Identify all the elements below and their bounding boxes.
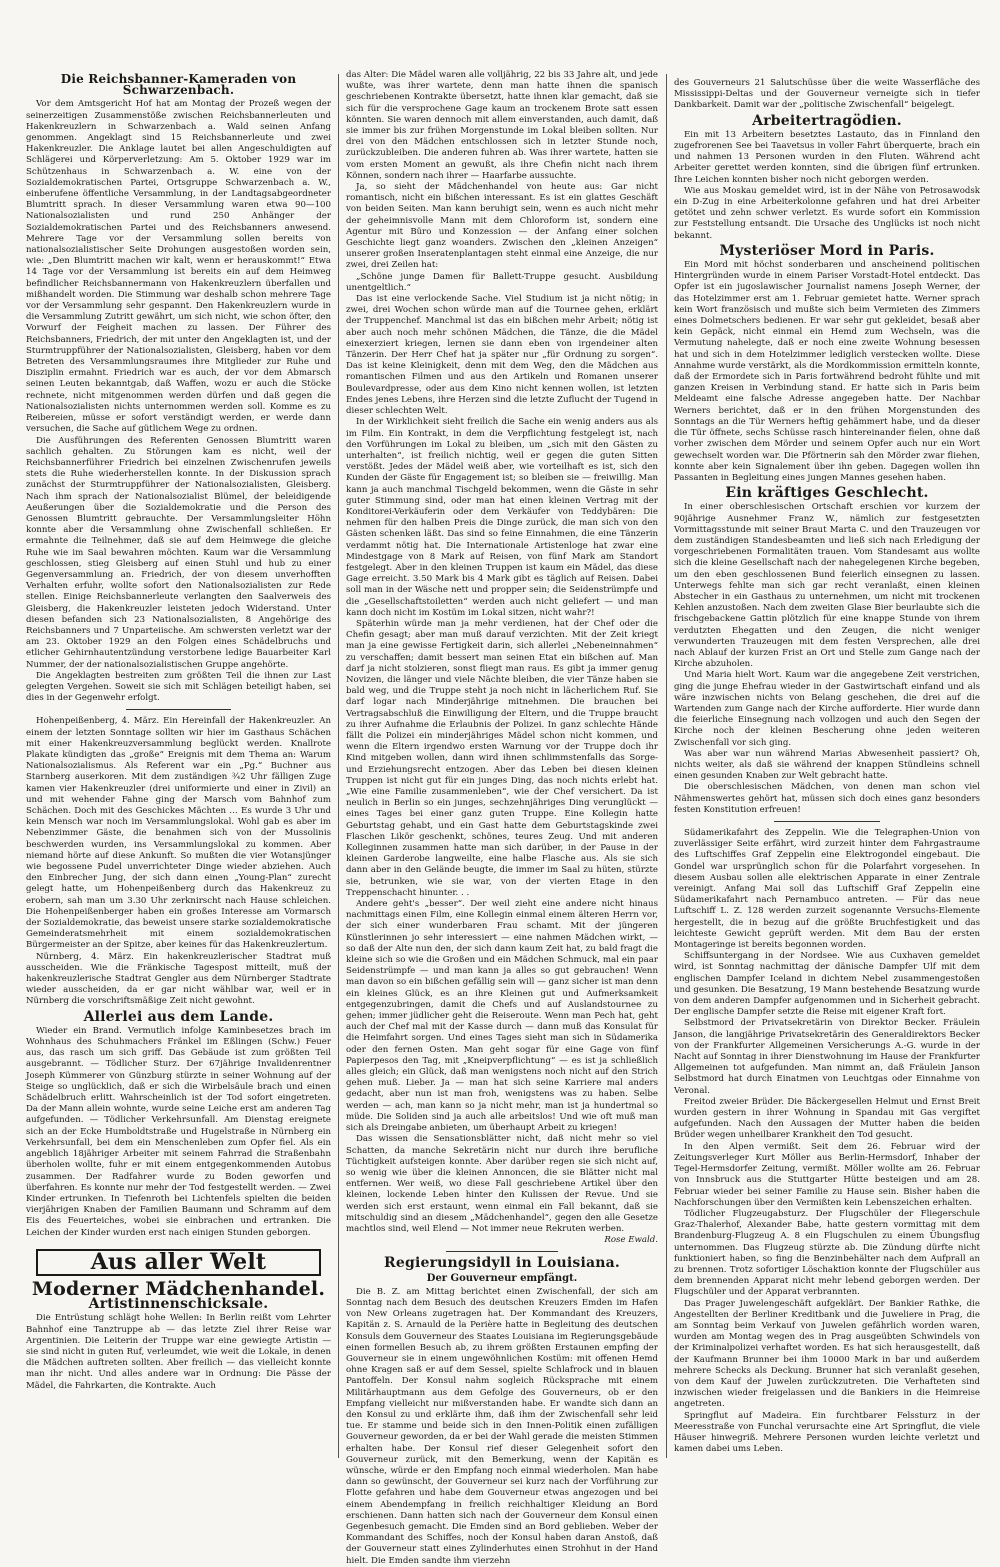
divider bbox=[446, 1251, 558, 1252]
article-zeppelin: Südamerikafahrt des Zeppelin. Wie die Telegraphen-Union von zuverlässiger Seite erfährt, wird zurzeit hinter dem Fahrgastraume des Luftschiffes Graf Zeppelin eine Elektrogondel eingebaut. Die Gondel war ursprünglich schon für die Polarfahrt vorgesehen. In diesem Ausbau sollen alle elektrischen Apparate in einer Zentrale vereinigt. Anfang Mai soll das Luftschiff Graf Zeppelin eine Südamerikafahrt nach Pernambuco antreten. — Für das neue Luftschiff L. Z. 128 werden zurzeit sogenannte Versuchs-Elemente hergestellt, die in bezug auf die größte Bruchfestigkeit und das leichteste Gewicht geprüft werden. Mit dem Bau der ersten Montageringe ist bereits begonnen worden. bbox=[674, 828, 980, 951]
article-paragraph: Ein mit 13 Arbeitern besetztes Lastauto, das in Finnland den zugefrorenen See bei Taavetsus in voller Fahrt überquerte, brach ein und nahmen 13 Personen wurden in den Fluten. Während acht Arbeiter gerettet werden konnten, sind die übrigen fünf ertrunken. Ihre Leichen konnten bisher noch nicht geborgen werden. bbox=[674, 129, 980, 185]
subheadline-gouverneur: Der Gouverneur empfängt. bbox=[426, 1272, 578, 1284]
divider bbox=[126, 709, 231, 710]
article-selbstmord: Selbstmord der Privatsekretärin von Direktor Becker. Fräulein Janson, die langjährige Privatsekretärin des Generaldirektors Becker von der Frankfurter Allgemeinen Versicherungs A.-G. wurde in der Nacht auf Sonntag in ihrer Dienstwohnung im Hause der Frankfurter Allgemeinen tot aufgefunden. Man nimmt an, daß Fräulein Janson Selbstmord hat durch Einatmen von Leuchtgas oder Einnahme von Veronal. bbox=[674, 1018, 980, 1096]
headline-allerlei: Allerlei aus dem Lande. bbox=[83, 1008, 274, 1025]
article-paragraph: Die Entrüstung schlägt hohe Wellen: In Berlin reißt vom Lehrter Bahnhof eine Tanztruppe ab — das letzte Ziel ihrer Reise war Argentinien. Die Leiterin der Truppe war eine gewiegte Artistin — sie sind nicht in guten Ruf, verleumdet, wie weit die Lokale, in denen die Mädchen auftreten sollten. Aber freilich — das vielleicht konnte man ihr nicht. Und alles andere war in Ordnung: Die Pässe der Mädel, die Fahrkarten, die Kontrakte. Auch bbox=[26, 1313, 331, 1391]
article-nuernberg: Nürnberg, 4. März. Ein hakenkreuzlerischer Stadtrat muß ausscheiden. Wie die Fränkische Tagespost mitteilt, muß der hakenkreuzlerische Stadtrat Gengler aus dem Nürnberger Stadtrate wieder ausscheiden, da er gar nicht wählbar war, weil er in Nürnberg die vorschriftsmäßige Zeit nicht gewohnt. bbox=[26, 951, 331, 1007]
article-paragraph: Vor dem Amtsgericht Hof hat am Montag der Prozeß wegen der seinerzeitigen Zusammenstöße zwischen Reichsbannerleuten und Hakenkreuzlern in Schwarzenbach a. Wald seinen Anfang genommen. Angeklagt sind 15 Reichsbannerleute und zwei Hakenkreuzler. Die Anklage lautet bei allen Angeschuldigten auf Schlägerei und Körperverletzung: Am 5. Oktober 1929 war im Schützenhaus in Schwarzenbach a. W. eine von der Sozialdemokratischen Partei, Ortsgruppe Schwarzenbach a. W., einberufene öffentliche Versammlung, in der Landtagsabgeordneter Blumtritt sprach. In dieser Versammlung waren etwa 90—100 Nationalsozialisten und rund 250 Anhänger der Sozialdemokratischen Partei und des Reichsbanners anwesend. Mehrere Tage vor der Versammlung sollen bereits von nationalsozialistischer Seite Drohungen ausgestoßen worden sein, wie: „Den Blumtritt machen wir kalt, wenn er herauskommt!“ Etwa 14 Tage vor der Versammlung ist bereits ein auf dem Heimweg befindlicher Reichsbannermann von Hakenkreuzlern überfallen und mißhandelt worden. Die Stimmung war deshalb schon mehrere Tage vor der Versammlung sehr gespannt. Den Hakenkreuzlern wurde in die Versammlung Zutritt gewährt, um sich nicht, wie schon öfter, den Vorwurf der Feigheit machen zu lassen. Der Führer des Reichsbanners, Friedrich, der mit unter den Angeklagten ist, und der Sturmtruppführer der Nationalsozialisten, Gleisberg, haben vor dem Betreten des Versammlungsraumes ihre Mitglieder zur Ruhe und Disziplin ermahnt. Friedrich war es auch, der vor dem Abmarsch seinen Leuten bekanntgab, daß Waffen, wozu er auch die Stöcke rechnete, nicht mitgenommen werden dürfen und daß gegen die Nationalsozialisten nichts unternommen werden soll. Komme es zu Reibereien, müsse er sofort verständigt werden, er werde dann versuchen, die Sache auf gütlichem Wege zu ordnen. bbox=[26, 99, 331, 435]
article-quote: „Schöne junge Damen für Ballett-Truppe gesucht. Ausbildung unentgeltlich.“ bbox=[346, 271, 658, 293]
column-rule bbox=[666, 74, 667, 1458]
divider bbox=[774, 821, 880, 822]
article-paragraph: Andere geht's „besser“. Der weil zieht eine andere nicht hinaus nachmittags einen Film, eine Kollegin einmal einem älteren Herrn vor, der sich einer wunderbaren Frau schamt. Mit der jüngeren Künstlerinnen jo sehr interessiert — eine nahmen Mädchen wirkt, — so daß der Alte nun den, der sich dann kaum Zeit hat, zu bald fragt die kleine sich so wie die Großen und ein Mädchen Schmuck, mal ein paar Seidenstrümpfe — und man kann ja alles so gut gebrauchen! Wenn man davon so ein bißchen gefällig sein will — ganz sicher ist man denn ein kleines Glück, es an ihre Kleinen gut und Aufmerksamkeit entgegenzubringen, damit die Chefs und auf Auslandstournee zu gehen; immer jüdlicher geht die Reiseroute. Wenn man Pech hat, geht auch der Chef mal mit der Kasse durch — dann muß das Konsulat für die Heimfahrt sorgen. Und eines Tages sieht man sich in Südamerika oder den fernen Osten. Man geht sogar für eine Gage von fünf Papierpesos den Tag, mit „Kneipverpflichtung“ — es ist ja schließlich alles gleich; ein Glück, daß man wenigstens noch nicht auf den Strich gehen muß. Lieber. Ja — man hat sich seine Karriere mal anders gedacht, aber nun ist man froh, wenigstens was zu haben. Selbe werden — ach, man kann so ja nicht mehr, man ist ja hundertmal so müde. Die Soliden sind ja auch alle arbeitslos! Und wie oft muß man sich als Dreingabe anbieten, um überhaupt Arbeit zu kriegen! bbox=[346, 899, 658, 1134]
headline-reichsbanner: Die Reichsbanner-Kameraden von Schwarzenbach. bbox=[60, 72, 297, 98]
article-paragraph: In der Wirklichkeit sieht freilich die Sache ein wenig anders aus als im Film. Ein Kontrakt, in dem die Verpflichtung festgelegt ist, nach den Vorführungen im Lokal zu bleiben, um „sich mit den Gästen zu unterhalten“, ist freilich nichtig, weil er gegen die guten Sitten verstößt. Jedes der Mädel weiß aber, wie vorteilhaft es ist, sich den Kunden der Gäste für Engagement ist; so bleiben sie — freiwillig. Man kann ja auch manchmal Tischgeld bekommen, wenn die Gäste in sehr guter Stimmung sind, oder man hat einen kleinen Vertrag mit der Konditorei-Verkäuferin oder dem Verkäufer von Teddybären: Die nehmen für den halben Preis die Dinge zurück, die man sich von den Gästen schenken läßt. Das sind so feine Einnahmen, die eine Tänzerin verdammt nötig hat. Die Internationale Artistenloge hat zwar eine Mindestgage von 8 Mark auf Reisen, von fünf Mark am Standort festgelegt. Aber in den kleinen Truppen ist kaum ein Mädel, das diese Gage erreicht. 3.50 Mark bis 4 Mark gibt es täglich auf Reisen. Dabei soll man in der Wäsche nett und propper sein; die Seidenstrümpfe und die „Gesellschaftstoiletten“ werden auch nicht geliefert — und man kann doch nicht im Kostüm im Lokal sitzen, nicht wahr?! bbox=[346, 417, 658, 618]
subheadline-artistinnen: Artistinnenschicksale. bbox=[88, 1296, 269, 1313]
headline-kraeftiges-geschlecht: Ein kräftiges Geschlecht. bbox=[725, 485, 929, 502]
article-paragraph: Wieder ein Brand. Vermutlich infolge Kaminbesetzes brach im Wohnhaus des Schuhmachers Fränkel im Eßlingen (Schw.) Feuer aus, das rasch um sich griff. Das Gebäude ist zum größten Teil ausgebrannt. — Tödlicher Sturz. Der 67jährige Invalidenrentner Joseph Kümmerer von Günzburg stürzte in seiner Wohnung auf der Steige so unglücklich, daß er sich die Wirbelsäule brach und einen Schädelbruch erlitt. Wahrscheinlich ist der Tod sofort eingetreten. Da der Mann allein wohnte, wurde seine Leiche erst am anderen Tag aufgefunden. — Tödlicher Verkehrsunfall. Am Dienstag ereignete sich an der Ecke Humboldtstraße und Hugelstraße in Nürnberg ein Verkehrsunfall, bei dem ein Menschenleben zum Opfer fiel. Als ein angeblich 18jähriger Arbeiter mit seinem Fahrrad die Straßenbahn überholen wollte, fuhr er mit einem entgegenkommenden Autobus zusammen. Der Radfahrer wurde zu Boden geworfen und überfahren. Es konnte nur mehr der Tod festgestellt werden. — Zwei Kinder ertrunken. In Tiefenroth bei Lichtenfels spielten die beiden vierjährigen Knaben der Familien Baumann und Schramm auf dem Eis des Feuerteiches, wobei sie einbrachen und ertranken. Die Leichen der Kinder wurden erst nach einigen Stunden geborgen. bbox=[26, 1025, 331, 1238]
column-3 bbox=[674, 78, 980, 1458]
headline-mord-paris: Mysteriöser Mord in Paris. bbox=[719, 242, 935, 259]
headline-louisiana: Regierungsidyll in Louisiana. bbox=[384, 1255, 620, 1272]
article-paragraph: Das wissen die Sensationsblätter nicht, daß nicht mehr so viel Schatten, da manche Sekretärin nicht nur durch ihre berufliche Tüchtigkeit aufsteigen konnte. Aber darüber regen sie sich nicht auf, so wenig wie über die kleinen Annoncen, die sie Blätter nicht mal entfernen. Wer weiß, wo diese Fall geschriebene Artikel über den kleinen, lockende Leben hinter den Kulissen der Revue. Und sie werden sich erst erstaunt, wenn einmal ein Fall bekannt, daß sie mitschuldig sind an diesem „Mädchenhandel“, gegen den alle Gesetze machtlos sind, weil Elend — Not immer neue Rekruten werben. bbox=[346, 1134, 658, 1234]
article-hohenpeissenberg: Hohenpeißenberg, 4. März. Ein Hereinfall der Hakenkreuzler. An einem der letzten Sonntage sollten wir hier im Gasthaus Schächen mit einer Hakenkreuzversammlung beglückt werden. Knallrote Plakate kündigten das „große“ Ereignis mit dem Thema an: Warum Nationalsozialismus. Als Referent war ein „Pg.“ Buchner aus Starnberg auserkoren. Mit dem zuständigen ¾2 Uhr fälligen Zuge kamen vier Hakenkreuzler (drei uniformierte und einer in Zivil) an und mit wehender Fahne ging der Marsch vom Bahnhof zum Schächen. Doch mit des Geschickes Mächten … Es wurde 3 Uhr und kein Mensch war noch im Versammlungslokal. Wohl gab es aber im Nebenzimmer Gäste, die benahmen sich von der Mussolinis beschwerden wurden, ins Versammlungslokal zu kommen. Aber niemand hörte auf diese Ankunft. So mußten die vier Wotansjünger wie begossene Pudel unverrichteter Dinge wieder abziehen. Auch den Einbrecher Jung, der sich dann einen „Young-Plan“ zurecht gelegt hatte, um Hohenpeißenberg durch das Hakenkreuz zu erobern, sah man um 3.30 Uhr zerknirscht nach Hause schleichen. Die Hohenpeißenberger haben ein großes Interesse am Vormarsch der Sozialdemokratie, das beweist unsere starke sozialdemokratische Gemeinderatsmehrheit mit einem sozialdemokratischen Bürgermeister an der Spitze, aber keines für das Hakenkreuzlertum. bbox=[26, 716, 331, 951]
article-paragraph: Die Ausführungen des Referenten Genossen Blumtritt waren sachlich gehalten. Zu Störungen kam es nicht, weil der Reichsbannerführer Friedrich bei einzelnen Zwischenrufen jeweils stets die Ruhe wiederherstellen konnte. In der Diskussion sprach zunächst der Sturmtruppführer der Nationalsozialisten, Gleisberg. Nach ihm sprach der Nationalsozialist Blümel, der beleidigende Aeußerungen über die Sozialdemokratie und die Person des Genossen Blumtritt gebrauchte. Der Versammlungsleiter Höhn konnte aber die Versammlung ohne Zwischenfall schließen. Er ermahnte die Teilnehmer, daß sie auf dem Heimwege die gleiche Ruhe wie im Saal bewahren möchten. Kaum war die Versammlung geschlossen, stieg Gleisberg auf einen Stuhl und hub zu einer Gegenversammlung an. Friedrich, der von diesem unverhofften Verhalten erfuhr, wollte sofort den Nationalsozialisten zur Rede stellen. Einige Reichsbannerleute verlangten den Saalverweis des Gleisberg, die Hakenkreuzler leisteten jedoch Widerstand. Unter diesen befanden sich 23 Nationalsozialisten, 8 Angehörige des Reichsbanners und 7 Unparteiische. Am schwersten verletzt war der am 23. Oktober 1929 an den Folgen eines Schädelbruchs und etlicher Gehirnhautentzündung verstorbene ledige Bauarbeiter Karl Nummer, der der nationalsozialistischen Gruppe angehörte. bbox=[26, 435, 331, 670]
article-juwelen: Das Prager Juwelengeschäft aufgeklärt. Der Bankier Rathke, die Angestellten der Berliner Kreditbank und die Juweliere in Prag, die am Sonntag beim Verkauf von Juwelen gefährlich worden waren, wurden am Montag wegen des in Prag ausgeübten Schwindels von der Kriminalpolizei verhaftet worden. Es hat sich herausgestellt, daß der Kaufmann Brunner bei ihm 10000 Mark in bar und außerdem mehrere Schecks als Deckung. Brunner hat sich veranlaßt gesehen, von dem Kauf der Juwelen zurückzutreten. Die Verhafteten sind inzwischen wieder freigelassen und die Bankiers in die Heimreise angetreten. bbox=[674, 1298, 980, 1410]
article-paragraph: Die oberschlesischen Mädchen, von denen man schon viel Nähmenswertes gehört hat, müssen sich doch eines ganz besonders festen Konstitution erfreuen! bbox=[674, 782, 980, 815]
article-continuation: des Gouverneurs 21 Salutschüsse über die weite Wasserfläche des Mississippi-Deltas und der Gouverneur verneigte sich in tiefer Dankbarkeit. Damit war der „politische Zwischenfall“ beigelegt. bbox=[674, 78, 980, 111]
article-paragraph: Das ist eine verlockende Sache. Viel Studium ist ja nicht nötig; in zwei, drei Wochen schon würde man auf die Tournee gehen, erklärt der Truppenchef. Manchmal ist das ein bißchen mehr Arbeit; nötig ist aber auch noch mehr schönen Mädchen, die Tänze, die die Mädel einexerziert kriegen, lernen sie dann eben von irgendeiner alten Tänzerin. Der Herr Chef hat ja später nur „für Ordnung zu sorgen“. Das ist keine Kleinigkeit, denn mit dem Weg, den die Mädchen aus romantischen Filmen und aus den Artikeln und Romanen unserer Boulevardpresse, oder aus dem Kino nicht kennen wollen, ist letzten Endes jenes Lebens, ihre Herzen sind die letzte Zuflucht der Tugend in dieser schlechten Welt. bbox=[346, 294, 658, 417]
article-freitod: Freitod zweier Brüder. Die Bäckergesellen Helmut und Ernst Breit wurden gestern in ihrer Wohnung in Spandau mit Gas vergiftet aufgefunden. Nach den Aussagen der Mutter haben die beiden Brüder wegen unheilbarer Krankheit den Tod gesucht. bbox=[674, 1096, 980, 1141]
article-paragraph: Die Angeklagten bestreiten zum größten Teil die ihnen zur Last gelegten Vergehen. Soweit sie sich mit Schlägen beteiligt haben, sei dies in der Gegenwehr erfolgt. bbox=[26, 670, 331, 704]
section-header-aus-aller-welt: Aus aller Welt bbox=[36, 1249, 321, 1276]
column-2 bbox=[346, 70, 658, 1566]
article-paragraph: Die B. Z. am Mittag berichtet einen Zwischenfall, der sich am Sonntag nach dem Besuch des deutschen Kreuzers Emden im Hafen von New Orleans zugetragen hat. Der Kommandant des Kreuzers, Kapitän z. S. Arnauld de la Perière hatte in Begleitung des deutschen Konsuls dem Gouverneur des Staates Louisiana im Regierungsgebäude einen formellen Besuch ab, zu ihrem größten Erstaunen empfing der Gouverneur sie in einem ungewöhnlichen Kostüm: mit offenen Hemd ohne Kragen saß er auf dem Sessel, spielte Schlafrock und in blauen Pantoffeln. Der Konsul nahm sogleich Rücksprache mit einem Militärhauptmann aus dem Gefolge des Gouverneurs, ob er den Empfang vielleicht nur mißverstanden habe. Er wandte sich dann an den Konsul zu und erklärte ihm, daß ihm der Zwischenfall sehr leid tue. Er stamme und beide sich in den Innen-Politik einen zufälligen Gouverneur geworden, da er bei der Wahl gerade die meisten Stimmen erhalten habe. Der Konsul rief dieser Gelegenheit sofort den Gouverneur zurück, mit den Bemerkung, wenn der Kapitän es wünsche, würde er den Empfang noch einmal wiederholen. Man habe dann so gewünscht, der Gouverneur sei kurz nach der Vorführung zur Flotte gefahren und habe dem Gouverneur etwas angezogen und bei einem Abendempfang in freilich reichhaltiger Kleidung an Bord erschienen. Dann hatten sich nach der Gouverneur dem Konsul einen Gegenbesuch gemacht. Die Emden sind an Bord geblieben. Weber der Kommandant des Schiffes, noch der Konsul haben daran Anstoß, daß der Gouverneur statt eines Zylinderhutes einen Strohhut in der Hand hielt. Die Emden sandte ihm vierzehn bbox=[346, 1286, 658, 1566]
article-springflut: Springflut auf Madeira. Ein furchtbarer Felssturz in der Meeresstraße von Funchal verursachte eine Art Springflut, die viele Häuser hinwegriß. Mehrere Personen wurden leichte verletzt und kamen dabei ums Leben. bbox=[674, 1410, 980, 1455]
article-continuation: das Alter: Die Mädel waren alle volljährig, 22 bis 33 Jahre alt, und jede wußte, was ihrer wartete, denn man hatte ihnen die spanisch geschriebenen Kontrakte übersetzt, hatte ihnen klar gemacht, daß sie sich für die versprochene Gage kaum an trockenem Brote satt essen könnten. Sie waren dennoch mit allem einverstanden, auch damit, daß sie immer bis zur frühen Morgenstunde im Lokal bleiben sollten. Nur drei von den Mädchen entschlossen sich in letzter Stunde noch, zurückzubleiben. Die anderen fuhren ab. Was ihrer wartete, hatten sie vom ersten Moment an gewußt, als ihre Chefin nicht nach ihrem Können, sondern nach ihrer — Haarfarbe aussuchte. bbox=[346, 70, 658, 181]
article-paragraph: Wie aus Moskau gemeldet wird, ist in der Nähe von Petrosawodsk ein D-Zug in eine Arbeiterkolonne gefahren und hat drei Arbeiter getötet und zehn schwer verletzt. Es wurde sofort ein Kommission zur Feststellung entsandt. Die Ursache des Unglücks ist noch nicht bekannt. bbox=[674, 185, 980, 241]
headline-maedchenhandel: Moderner Mädchenhandel. bbox=[31, 1277, 326, 1300]
headline-arbeitertragoedien: Arbeitertragödien. bbox=[752, 112, 902, 129]
article-paragraph: Ein Mord mit höchst sonderbaren und anscheinend politischen Hintergründen wurde in einem Pariser Vorstadt-Hotel entdeckt. Das Opfer ist ein jugoslawischer Journalist namens Joseph Werner, der das Hotelzimmer erst am 1. Februar gemietet hatte. Werner sprach kein Wort französisch und mußte sich beim Vermieten des Zimmers eines Dolmetschers bedienen. Er war sehr gut gekleidet, besaß aber kein Gepäck, nicht einmal ein Hemd zum Wechseln, was die Vermutung nahelegte, daß er noch eine zweite Wohnung besessen hat und sich in dem Hotelzimmer lediglich verstecken wollte. Diese Annahme wurde verstärkt, als die Mordkommission ermitteln konnte, daß der Ermordete sich in Paris fortwährend bedroht fühlte und mit ganzen Kreisen in Verbindung stand. Er hatte sich in Paris beim Meldeamt eine falsche Adresse angegeben hatte. Der Nachbar Werners berichtet, daß er in den frühen Morgenstunden des Sonntags an die Tür Werners heftig gehämmert habe, und da dieser die Tür öffnete, sechs Schüsse rasch hintereinander fielen, ohne daß vorher zwischen dem Mörder und seinem Opfer auch nur ein Wort gewechselt worden war. Die Pförtnerin sah den Mörder zwar fliehen, konnte aber kein Signalement über ihn geben. Dagegen wollen ihn Passanten in Begleitung eines jungen Mannes gesehen haben. bbox=[674, 260, 980, 483]
article-flugzeugabsturz: Tödlicher Flugzeugabsturz. Der Flugschüler der Fliegerschule Graz-Thalerhof, Alexander Babe, hatte gestern vormittag mit dem Brandenburg-Flugzeug A. 8 ein Flugschulen zu einem Übungsflug unternommen. Das Flugzeug stürzte ab. Die Zündung dürfte nicht funktioniert haben, so fing die Benzinbehälter nach dem Aufprall an zu brennen. Trotz sofortiger Löschaktion konnte der Flugschüler aus dem brennenden Apparat nicht mehr lebend geborgen werden. Der Flugschüler und der Apparat verbrannten. bbox=[674, 1208, 980, 1298]
column-rule bbox=[338, 74, 339, 1458]
article-paragraph: In einer oberschlesischen Ortschaft erschien vor kurzem der 90jährige Ausnehmer Franz W., nämlich zur festgesetzten Vormittagsstunde mit seiner Braut Marta C. und den Trauzeugen vor dem zuständigen Standesbeamten und ließ sich nach Erledigung der vorgeschriebenen Formalitäten trauen. Vom Standesamt aus wollte sich die kleine Gesellschaft nach der nahegelegenen Kirche begeben, um den eben geschlossenen Bund feierlich einsegnen zu lassen. Unterwegs fehlte man sich gar recht veranlaßt, einen kleinen Abstecher in ein Gasthaus zu unternehmen, um nicht mit trockenen Kehlen anzustoßen. Nach dem zweiten Glase Bier beurlaubte sich die frischgebackene Gattin plötzlich für eine knappe Stunde von ihrem verdutzten Ehegatten und den Zeugen, die nicht weniger verwunderten Trauzeugen mit dem festen Versprechen, alle drei nach Ablauf der kurzen Frist an Ort und Stelle zum Gange nach der Kirche abzuholen. bbox=[674, 502, 980, 670]
article-paragraph: Und Maria hielt Wort. Kaum war die angegebene Zeit verstrichen, ging die junge Ehefrau wieder in der Gastwirtschaft einfand und als wäre inzwischen nichts von Belang geschehen, die drei auf die Wartenden zum Gange nach der Kirche aufforderte. Hier wurde dann die feierliche Einsegnung nach vollzogen und auch den Segen der Kirche noch der kleinen Bescherung ohne jeden weiteren Zwischenfall vor sich ging. bbox=[674, 670, 980, 748]
article-schiffsuntergang: Schiffsuntergang in der Nordsee. Wie aus Cuxhaven gemeldet wird, ist Sonntag nachmittag der dänische Dampfer Ulf mit dem englischen Dampfer Iceland in dichtem Nebel zusammengestoßen und gesunken. Die Besatzung, 19 Mann bestehende Besatzung wurde von dem anderen Dampfer aufgenommen und in Sicherheit gebracht. Der englische Dampfer setzte die Reise mit eigener Kraft fort. bbox=[674, 951, 980, 1018]
article-paragraph: Ja, so sieht der Mädchenhandel von heute aus: Gar nicht romantisch, nicht ein bißchen interessant. Es ist ein glattes Geschäft von beiden Seiten. Man kann beruhigt sein, wenn es auch nicht mehr der geheimnisvolle Mann mit dem Chloroform ist, sondern eine Agentur mit Büro und Konzession — der Anfang einer solchen Geschichte liegt ganz woanders. Zwischen den „kleinen Anzeigen“ unserer großen Inseratenplantagen steht einmal eine Anzeige, die nur zwei, drei Zeilen hat: bbox=[346, 182, 658, 271]
column-1 bbox=[26, 70, 331, 1458]
article-alpen: In den Alpen vermißt. Seit dem 26. Februar wird der Zeitungsverleger Kurt Möller aus Berlin-Hermsdorf, Inhaber der Tegel-Hermsdorfer Zeitung, vermißt. Möller wollte am 26. Februar von Innsbruck aus die Stuttgarter Hütte besteigen und am 28. Februar wieder bei seiner Familie zu Hause sein. Bisher haben die Nachforschungen über den Vermißten kein Lebenszeichen erhalten. bbox=[674, 1141, 980, 1208]
author-signature: Rose Ewald. bbox=[604, 1235, 658, 1246]
article-paragraph: Was aber war nun während Marias Abwesenheit passiert? Oh, nichts weiter, als daß sie während der knappen Stündleins schnell einen gesunden Knaben zur Welt gebracht hatte. bbox=[674, 748, 980, 782]
article-paragraph: Späterhin würde man ja mehr verdienen, hat der Chef oder die Chefin gesagt; aber man muß darauf verzichten. Mit der Zeit kriegt man ja eine gewisse Fertigkeit darin, sich allerlei „Nebeneinnahmen“ zu verschaffen; damit bessert man seinen Etat ein bißchen auf. Man darf ja nicht stolzieren, sonst fliegt man raus. Es gibt ja immer genug Novizen, die länger und viele Nächte bleiben, die vier Tänze haben sie bald weg, und die Truppe steht ja noch nicht in lächerlichem Ruf. Sie darf logar nach Minderjährige mitnehmen. Die brauchen bei Vertragsabschluß die Einwilligung der Eltern, und die Truppe braucht zu ihrer Aufnahme die Erlaubnis der Polizei. In ganz schlechte Hände fällt die Polizei ein minderjähriges Mädel schon nicht kommen, und wenn die Eltern irgendwo ersten Warnung vor der Truppe doch ihr Kind mitgeben wollen, dann wird ihnen schlimmstenfalls das Sorge- und Erziehungsrecht entzogen. Aber das Leben bei diesen kleinen Truppen ist nicht gut für ein junges Ding, das noch nichts erlebt hat. „Wie eine Familie zusammenleben“, wie der Chef versichert. Da ist neulich in Berlin so ein junges, sechzehnjähriges Ding verunglückt — eines Tages bei einer ganz guten Truppe. Eine Kollegin hatte Geburtstag gehabt, und ein Gast hatte dem Geburtstagskinde zwei Flaschen Likör geschenkt, schönes, teures Zeug. Und mit anderen Kolleginnen zusammen hatte man sich darüber, in der Pause in der kleinen Garderobe langweilte, eine halbe Flasche aus. Als sie sich dann aber in den Gelände beugte, die immer im Saal zu hüten, stürzte sie, betrunken, wie sie war, von der vierten Etage in den Treppenschacht hinunter. . . bbox=[346, 618, 658, 898]
